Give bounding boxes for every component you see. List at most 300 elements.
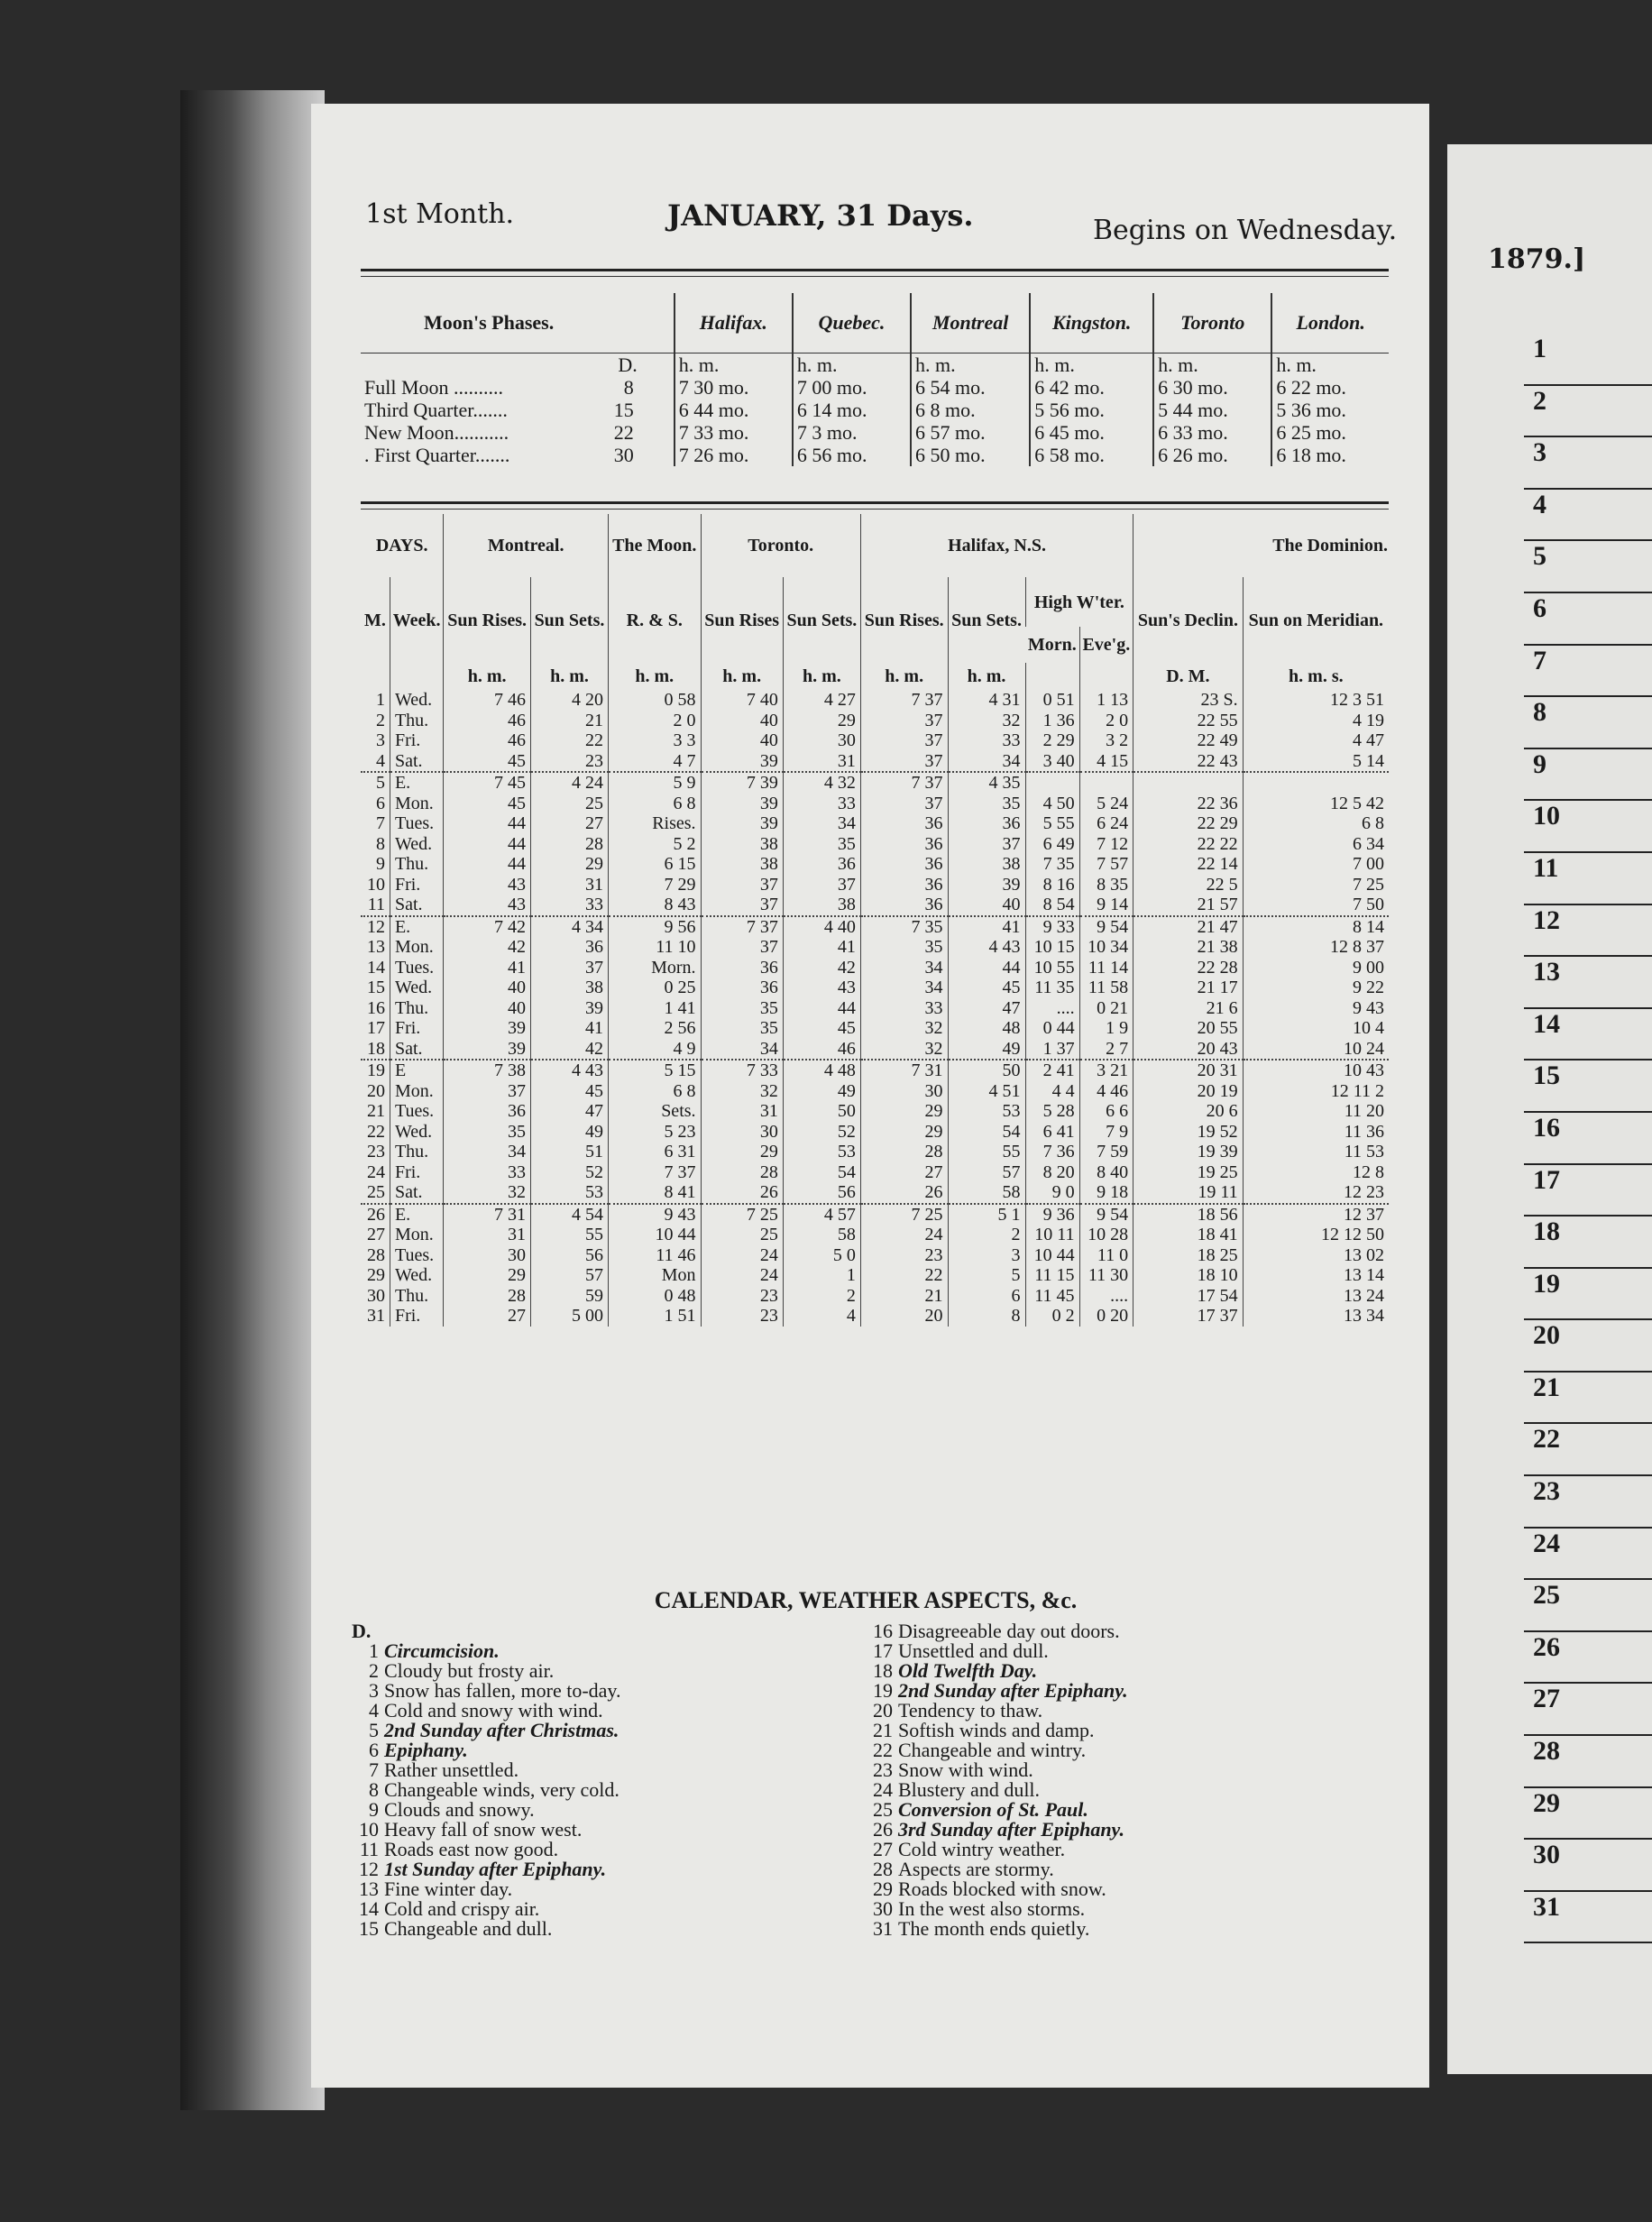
day-cell: 6 8: [608, 1081, 701, 1102]
day-cell: ....: [1025, 998, 1079, 1019]
calendar-day-number: 17: [873, 1639, 893, 1662]
day-cell: 0 2: [1025, 1306, 1079, 1327]
phases-d-head: D.: [618, 354, 638, 376]
day-cell: 11 53: [1243, 1142, 1389, 1162]
day-cell: 0 58: [608, 690, 701, 711]
day-row: [361, 958, 1389, 978]
day-cell: 36: [783, 854, 860, 875]
day-cell: 4 20: [530, 690, 608, 711]
calendar-entry-text: Old Twelfth Day.: [898, 1659, 1038, 1682]
day-cell: 38: [783, 895, 860, 916]
day-cell: 19 25: [1133, 1162, 1244, 1183]
day-cell: Mon.: [390, 1225, 443, 1245]
day-cell: 7 25: [1243, 875, 1389, 895]
day-cell: 3 3: [608, 730, 701, 751]
day-row: [361, 916, 1389, 938]
calendar-entry-text: Rather unsettled.: [384, 1758, 519, 1781]
day-cell: 39: [444, 1039, 531, 1060]
day-cell: Thu.: [390, 998, 443, 1019]
moon-head: The Moon.: [608, 514, 701, 577]
day-cell: 53: [783, 1142, 860, 1162]
phase-name: . First Quarter.......: [364, 444, 510, 466]
day-cell: 7 25: [701, 1204, 783, 1226]
day-cell: Sat.: [390, 1039, 443, 1060]
day-row: [361, 772, 1389, 794]
day-cell: 41: [948, 916, 1025, 938]
calendar-entry: [352, 1899, 866, 1919]
unit-cell: h. m.: [783, 663, 860, 690]
phase-row: [361, 399, 1389, 421]
day-cell: 4 54: [530, 1204, 608, 1226]
day-cell: 47: [948, 998, 1025, 1019]
day-cell: 18 41: [1133, 1225, 1244, 1245]
day-cell: 28: [444, 1286, 531, 1307]
day-cell: 23: [366, 1142, 385, 1162]
calendar-day-number: 21: [873, 1719, 893, 1741]
day-cell: 7 36: [1025, 1142, 1079, 1162]
calendar-day-number: 16: [873, 1620, 893, 1642]
phase-time: 6 56 mo.: [793, 444, 911, 466]
calendar-entry-text: 1st Sunday after Epiphany.: [384, 1858, 607, 1880]
day-row: [361, 1182, 1389, 1204]
calendar-day-number: 25: [873, 1798, 893, 1821]
day-cell: 7 33: [701, 1060, 783, 1081]
calendar-entry: [866, 1621, 1380, 1641]
day-cell: 7 50: [1243, 895, 1389, 916]
day-cell: 30: [860, 1081, 948, 1102]
day-cell: 12 5 42: [1243, 794, 1389, 814]
day-cell: 0 25: [608, 978, 701, 998]
day-cell: 34: [444, 1142, 531, 1162]
montreal-head: Montreal.: [444, 514, 609, 577]
day-cell: 56: [783, 1182, 860, 1204]
day-cell: 12 8 37: [1243, 937, 1389, 958]
calendar-entry: [866, 1740, 1380, 1760]
day-cell: 37: [444, 1081, 531, 1102]
col-head: Sun Rises.: [444, 577, 531, 663]
day-cell: 35: [783, 834, 860, 855]
day-cell: 39: [701, 794, 783, 814]
day-cell: 9 36: [1025, 1204, 1079, 1226]
day-cell: Thu.: [390, 711, 443, 731]
col-head: Sun Rises: [701, 577, 783, 663]
calendar-entry: [866, 1661, 1380, 1681]
calendar-entry-text: Epiphany.: [384, 1739, 468, 1761]
rule: [361, 501, 1389, 504]
day-cell: Wed.: [390, 1122, 443, 1143]
day-cell: 32: [860, 1018, 948, 1039]
day-cell: Wed.: [390, 1265, 443, 1286]
day-cell: 20 31: [1133, 1060, 1244, 1081]
day-cell: 39: [701, 813, 783, 834]
day-cell: Sets.: [608, 1101, 701, 1122]
day-row: [361, 1286, 1389, 1307]
day-cell: 1 51: [608, 1306, 701, 1327]
day-cell: 53: [948, 1101, 1025, 1122]
day-cell: 19 39: [1133, 1142, 1244, 1162]
calendar-entry-text: Snow has fallen, more to-day.: [384, 1679, 621, 1702]
day-cell: 23: [701, 1286, 783, 1307]
day-cell: E.: [390, 1204, 443, 1226]
day-cell: 50: [948, 1060, 1025, 1081]
day-cell: 13 14: [1243, 1265, 1389, 1286]
day-cell: 46: [444, 730, 531, 751]
day-cell: 33: [530, 895, 608, 916]
day-cell: 44: [444, 854, 531, 875]
day-cell: 40: [444, 978, 531, 998]
phase-time: 6 42 mo.: [1030, 376, 1153, 399]
day-cell: 41: [530, 1018, 608, 1039]
day-cell: Sat.: [390, 751, 443, 773]
day-cell: 24: [701, 1265, 783, 1286]
toronto-head: Toronto.: [701, 514, 860, 577]
day-cell: 29: [530, 854, 608, 875]
day-cell: 32: [444, 1182, 531, 1204]
day-cell: 40: [701, 711, 783, 731]
day-cell: 52: [783, 1122, 860, 1143]
facing-page-year: 1879.]: [1488, 243, 1586, 275]
phase-time: 5 44 mo.: [1153, 399, 1271, 421]
phase-time: 6 33 mo.: [1153, 421, 1271, 444]
day-cell: 12 11 2: [1243, 1081, 1389, 1102]
calendar-entry: [352, 1740, 866, 1760]
calendar-entry-text: In the west also storms.: [898, 1897, 1086, 1920]
calendar-entry-text: Softish winds and damp.: [898, 1719, 1095, 1741]
day-cell: 12 12 50: [1243, 1225, 1389, 1245]
unit-cell: h. m.: [444, 663, 531, 690]
calendar-entry: [352, 1661, 866, 1681]
day-cell: 31: [530, 875, 608, 895]
day-cell: 11 10: [608, 937, 701, 958]
phase-time: 6 14 mo.: [793, 399, 911, 421]
day-cell: 22 49: [1133, 730, 1244, 751]
day-cell: 29: [860, 1101, 948, 1122]
calendar-day-number: 11: [359, 1838, 379, 1860]
day-cell: 36: [444, 1101, 531, 1122]
phase-row: [361, 421, 1389, 444]
day-cell: Wed.: [390, 834, 443, 855]
calendar-entry: [352, 1701, 866, 1721]
unit-cell: h. m.: [608, 663, 701, 690]
calendar-day-number: 31: [873, 1917, 893, 1940]
day-cell: Mon.: [390, 937, 443, 958]
day-cell: 42: [444, 937, 531, 958]
calendar-entry-text: Blustery and dull.: [898, 1778, 1041, 1801]
phase-time: 6 26 mo.: [1153, 444, 1271, 466]
day-cell: 11 14: [1079, 958, 1133, 978]
day-cell: 34: [860, 958, 948, 978]
day-cell: 30: [701, 1122, 783, 1143]
day-cell: 21 38: [1133, 937, 1244, 958]
day-cell: 12 3 51: [1243, 690, 1389, 711]
day-cell: 7 46: [444, 690, 531, 711]
calendar-entry-text: Cloudy but frosty air.: [384, 1659, 555, 1682]
facing-day-number: 9: [1524, 749, 1652, 802]
day-cell: 6 8: [608, 794, 701, 814]
day-cell: 7 31: [444, 1204, 531, 1226]
day-cell: 4 15: [1079, 751, 1133, 773]
day-cell: 3 40: [1025, 751, 1079, 773]
phases-hm: h. m.: [911, 354, 1030, 377]
facing-day-number: 21: [1524, 1373, 1652, 1425]
day-cell: 10 43: [1243, 1060, 1389, 1081]
calendar-entry: [866, 1879, 1380, 1899]
day-cell: 12: [361, 916, 390, 938]
day-cell: 0 21: [1079, 998, 1133, 1019]
day-cell: 16: [366, 997, 385, 1018]
phase-time: 6 54 mo.: [911, 376, 1030, 399]
day-cell: 12 37: [1243, 1204, 1389, 1226]
day-cell: [1243, 772, 1389, 794]
day-cell: 36: [530, 937, 608, 958]
col-head: Sun on Meridian.: [1243, 577, 1389, 663]
day-row: [361, 1101, 1389, 1122]
phase-time: 6 58 mo.: [1030, 444, 1153, 466]
col-head: Sun Sets.: [530, 577, 608, 663]
day-cell: 7 57: [1079, 854, 1133, 875]
day-cell: 36: [860, 875, 948, 895]
day-cell: 2 56: [608, 1018, 701, 1039]
calendar-day-number: 30: [873, 1897, 893, 1920]
day-cell: 56: [530, 1245, 608, 1266]
day-cell: 57: [530, 1265, 608, 1286]
day-cell: Mon: [608, 1265, 701, 1286]
day-cell: 9: [375, 854, 385, 874]
calendar-entry: [866, 1919, 1380, 1939]
day-cell: 24: [701, 1245, 783, 1266]
day-cell: 17 37: [1133, 1306, 1244, 1327]
day-cell: 8 43: [608, 895, 701, 916]
calendar-entry: [352, 1780, 866, 1800]
phase-time: 7 3 mo.: [793, 421, 911, 444]
day-cell: Rises.: [608, 813, 701, 834]
phase-name-cell: [361, 421, 675, 444]
day-cell: 9 0: [1025, 1182, 1079, 1204]
day-cell: Fri.: [390, 875, 443, 895]
day-cell: 27: [860, 1162, 948, 1183]
calendar-entry: [866, 1760, 1380, 1780]
facing-day-number: 29: [1524, 1788, 1652, 1841]
day-cell: 29: [701, 1142, 783, 1162]
unit-cell: h. m.: [860, 663, 948, 690]
day-cell: 51: [530, 1142, 608, 1162]
day-cell: 8: [375, 833, 385, 854]
day-cell: 35: [701, 998, 783, 1019]
day-cell: Thu.: [390, 1142, 443, 1162]
day-cell: 10 4: [1243, 1018, 1389, 1039]
day-cell: 21: [366, 1101, 385, 1121]
calendar-day-number: 8: [369, 1778, 379, 1801]
calendar-entry: [866, 1780, 1380, 1800]
day-cell: 9 18: [1079, 1182, 1133, 1204]
day-cell: 13 34: [1243, 1306, 1389, 1327]
phase-name: Third Quarter.......: [364, 399, 508, 421]
day-cell: 59: [530, 1286, 608, 1307]
calendar-entry-text: Cold and crispy air.: [384, 1897, 540, 1920]
day-cell: 37: [530, 958, 608, 978]
day-cell: 42: [783, 958, 860, 978]
calendar-entry: [352, 1859, 866, 1879]
col-head: Sun's Declin.: [1133, 577, 1244, 663]
begins-on: Begins on Wednesday.: [1093, 215, 1398, 246]
calendar-day-number: 15: [359, 1917, 379, 1940]
day-cell: 9 22: [1243, 978, 1389, 998]
day-cell: Fri.: [390, 1162, 443, 1183]
day-row: [361, 895, 1389, 916]
day-cell: E.: [390, 916, 443, 938]
unit-cell: [390, 663, 443, 690]
day-row: [361, 1162, 1389, 1183]
calendar-title: CALENDAR, WEATHER ASPECTS, &c.: [654, 1587, 1078, 1613]
calendar-day-number: 26: [873, 1818, 893, 1841]
day-cell: 4 24: [530, 772, 608, 794]
day-cell: 32: [948, 711, 1025, 731]
day-cell: 22 5: [1133, 875, 1244, 895]
calendar-entry: [352, 1721, 866, 1740]
day-row: [361, 1060, 1389, 1081]
calendar-day-number: 27: [873, 1838, 893, 1860]
day-cell: 33: [860, 998, 948, 1019]
facing-day-number: 28: [1524, 1736, 1652, 1788]
calendar-day-number: 6: [369, 1739, 379, 1761]
day-cell: 30: [783, 730, 860, 751]
col-head: Sun Sets.: [948, 577, 1025, 663]
facing-day-number: 27: [1524, 1684, 1652, 1736]
calendar-left-column: [352, 1621, 866, 1939]
facing-day-number: 6: [1524, 593, 1652, 646]
phase-time: 6 57 mo.: [911, 421, 1030, 444]
unit-cell: [1025, 663, 1079, 690]
day-cell: 12 23: [1243, 1182, 1389, 1204]
day-row: [361, 834, 1389, 855]
phases-hm: h. m.: [793, 354, 911, 377]
col-head: R. & S.: [608, 577, 701, 663]
day-cell: 46: [783, 1039, 860, 1060]
day-cell: 10: [366, 874, 385, 895]
facing-day-number: 15: [1524, 1060, 1652, 1113]
day-cell: 0 44: [1025, 1018, 1079, 1039]
day-cell: 19 11: [1133, 1182, 1244, 1204]
dominion-head: The Dominion.: [1133, 514, 1389, 577]
calendar-entry-text: Fine winter day.: [384, 1878, 513, 1900]
facing-day-number: 2: [1524, 386, 1652, 438]
calendar-entry: [866, 1840, 1380, 1859]
day-cell: 7 42: [444, 916, 531, 938]
day-cell: 40: [948, 895, 1025, 916]
day-row: [361, 1018, 1389, 1039]
day-cell: 23: [860, 1245, 948, 1266]
day-cell: 49: [530, 1122, 608, 1143]
day-cell: 10 44: [608, 1225, 701, 1245]
col-head: Sun Sets.: [783, 577, 860, 663]
day-cell: 55: [948, 1142, 1025, 1162]
day-cell: 10 11: [1025, 1225, 1079, 1245]
day-cell: 44: [444, 834, 531, 855]
day-cell: 11: [367, 895, 385, 914]
day-cell: 10 55: [1025, 958, 1079, 978]
calendar-entry: [352, 1681, 866, 1701]
day-cell: 4 43: [948, 937, 1025, 958]
calendar-day-number: 29: [873, 1878, 893, 1900]
day-row: [361, 1122, 1389, 1143]
day-cell: 7 29: [608, 875, 701, 895]
day-cell: 11 30: [1079, 1265, 1133, 1286]
day-cell: 11 20: [1243, 1101, 1389, 1122]
day-cell: 6 24: [1079, 813, 1133, 834]
calendar-entry: [866, 1681, 1380, 1701]
day-cell: 6 31: [608, 1142, 701, 1162]
day-cell: 58: [783, 1225, 860, 1245]
facing-day-number: 11: [1524, 853, 1652, 905]
day-cell: 3 2: [1079, 730, 1133, 751]
day-cell: 36: [860, 813, 948, 834]
day-cell: 21: [860, 1286, 948, 1307]
day-cell: 3: [948, 1245, 1025, 1266]
day-cell: 45: [948, 978, 1025, 998]
day-cell: 23 S.: [1133, 690, 1244, 711]
day-cell: ....: [1079, 1286, 1133, 1307]
day-cell: 44: [948, 958, 1025, 978]
day-cell: Thu.: [390, 1286, 443, 1307]
day-cell: 34: [701, 1039, 783, 1060]
day-cell: 24: [860, 1225, 948, 1245]
day-row: [361, 1245, 1389, 1266]
day-cell: 5 2: [608, 834, 701, 855]
facing-page-day-numbers: [1524, 334, 1652, 1943]
day-cell: Morn.: [608, 958, 701, 978]
day-cell: 10 28: [1079, 1225, 1133, 1245]
calendar-day-number: 12: [359, 1858, 379, 1880]
day-cell: E.: [390, 772, 443, 794]
day-cell: 35: [860, 937, 948, 958]
day-cell: [1133, 772, 1244, 794]
day-cell: 43: [444, 875, 531, 895]
day-cell: 45: [444, 751, 531, 773]
day-cell: 39: [948, 875, 1025, 895]
day-row: [361, 854, 1389, 875]
day-cell: 6: [948, 1286, 1025, 1307]
day-cell: 6 8: [1243, 813, 1389, 834]
phase-row: [361, 376, 1389, 399]
unit-cell: h. m.: [530, 663, 608, 690]
day-row: [361, 730, 1389, 751]
phase-day: 22: [613, 421, 634, 444]
day-cell: 4 35: [948, 772, 1025, 794]
calendar-day-number: 1: [369, 1639, 379, 1662]
day-cell: 43: [444, 895, 531, 916]
day-cell: 40: [444, 998, 531, 1019]
day-cell: 1: [375, 690, 385, 710]
calendar-entry-text: Unsettled and dull.: [898, 1639, 1049, 1662]
day-cell: 13: [366, 937, 385, 957]
phases-col-head: London.: [1271, 293, 1389, 354]
day-cell: 28: [366, 1244, 385, 1265]
day-cell: 36: [860, 834, 948, 855]
page-title: JANUARY, 31 Days.: [667, 198, 974, 233]
day-cell: 29: [783, 711, 860, 731]
day-cell: Tues.: [390, 1101, 443, 1122]
day-cell: 5 9: [608, 772, 701, 794]
phases-hm: h. m.: [675, 354, 793, 377]
day-cell: 6 41: [1025, 1122, 1079, 1143]
day-cell: 37: [948, 834, 1025, 855]
calendar-entry-text: The month ends quietly.: [898, 1917, 1090, 1940]
day-cell: 48: [948, 1018, 1025, 1039]
day-cell: 2 29: [1025, 730, 1079, 751]
day-cell: 4 43: [530, 1060, 608, 1081]
day-cell: 25: [366, 1182, 385, 1202]
day-cell: 8 40: [1079, 1162, 1133, 1183]
